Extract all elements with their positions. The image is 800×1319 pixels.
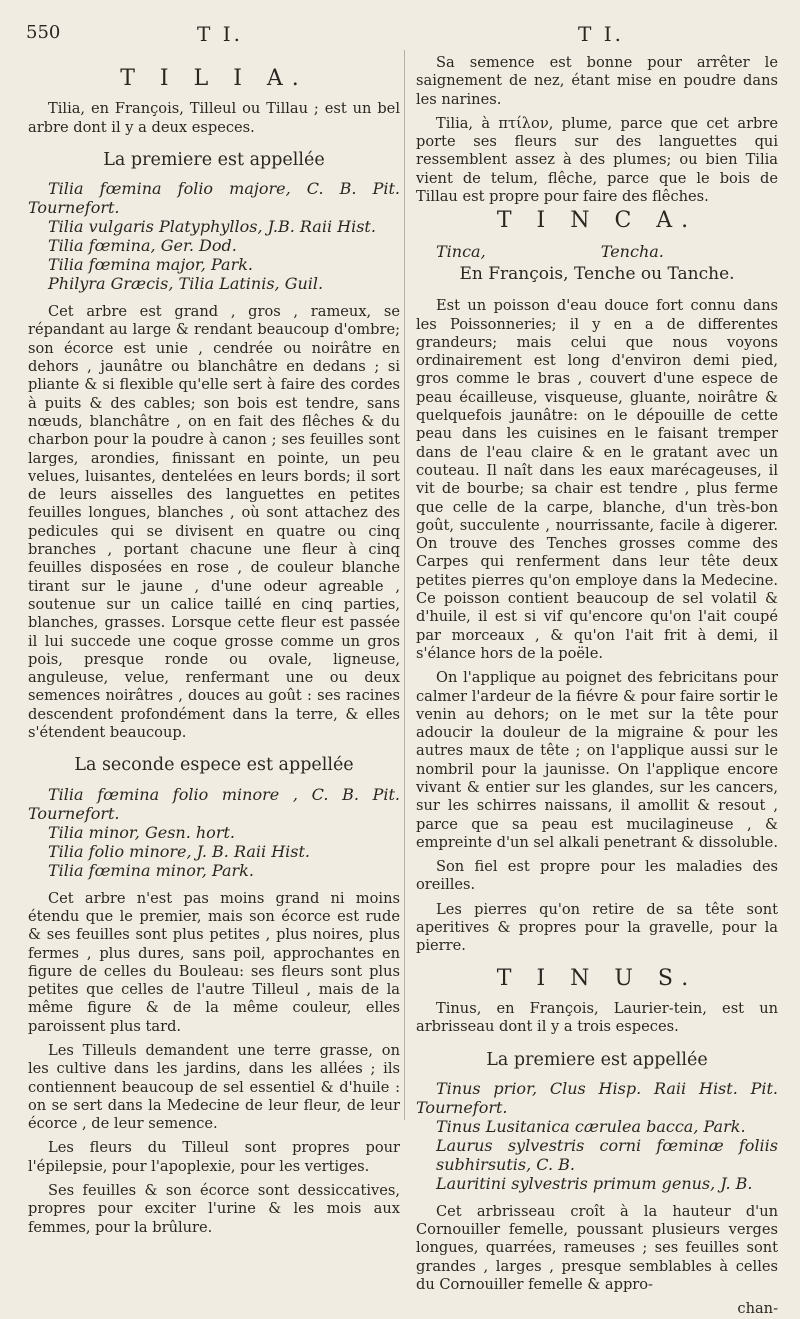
tinca-alt-name: Tencha.	[600, 241, 664, 261]
first-species-heading: La premiere est appellée	[103, 149, 325, 170]
synonym-line: Tilia fœmina minor, Park.	[48, 860, 254, 880]
tilia-etymology: Tilia, à πτίλον, plume, parce que cet arbre porte ses fleurs sur des languettes qui ressemblent assez à des plumes; ou bien Tilia vient de telum, flêche, parce que le bois de Tillau est propre pour faire des flêches.	[416, 114, 778, 206]
entry-heading-tilia: T I L I A.	[120, 66, 308, 91]
tinca-french-names: En François, Tenche ou Tanche.	[459, 263, 735, 284]
synonym-line: Tilia fœmina folio majore, C. B. Pit. Tournefort.	[28, 179, 400, 218]
tinca-latin-name: Tinca,	[436, 241, 486, 261]
synonym-line: Philyra Græcis, Tilia Latinis, Guil.	[48, 274, 324, 294]
page-number: 550	[26, 22, 61, 43]
left-column	[28, 66, 400, 1243]
synonym-line: Laurus sylvestris corni fœminæ foliis subhirsutis, C. B.	[436, 1135, 778, 1174]
tinca-stones-use: Les pierres qu'on retire de sa tête sont aperitives & propres pour la gravelle, pour la pierre.	[416, 900, 778, 955]
synonym-line: Tilia minor, Gesn. hort.	[48, 822, 235, 842]
entry-heading-tinca: T I N C A.	[496, 208, 698, 234]
tinus-first-species-heading: La premiere est appellée	[486, 1049, 708, 1070]
tilleuls-culture: Les Tilleuls demandent une terre grasse, on les cultive dans les jardins, dans les allées ; ils contiennent beaucoup de sel essentiel & d'huile : on se sert dans la Medecine de leur fleur, de leur écorce , de leur semence.	[28, 1041, 400, 1133]
synonym-line: Tilia fœmina folio minore , C. B. Pit. Tournefort.	[28, 784, 400, 823]
synonym-line: Tilia fœmina, Ger. Dod.	[48, 236, 237, 256]
tinca-names	[416, 243, 778, 261]
tilleul-flowers-use: Les fleurs du Tilleul sont propres pour l'épilepsie, pour l'apoplexie, pour les vertiges.	[28, 1139, 400, 1175]
catchword: chan-	[737, 1300, 778, 1318]
tilia-intro: Tilia, en François, Tilleul ou Tillau ; est un bel arbre dont il y a deux especes.	[28, 100, 400, 136]
second-species-heading: La seconde espece est appellée	[74, 755, 354, 776]
entry-heading-tinus: T I N U S.	[496, 965, 698, 991]
right-column	[416, 54, 778, 1319]
tinca-description: Est un poisson d'eau douce fort connu dans les Poissonneries; il y en a de differentes grandeurs; mais celui que nous voyons ordinairement est long d'environ demi pied, gros comme le bras , couvert d'une espece de peau écailleuse, visqueuse, gluante, noirâtre & quelquefois jaunâtre: on le dépouille de cette peau dans les cuisines en le faisant tremper dans de l'eau claire & en le gratant avec un couteau. Il naît dans les eaux marécageuses, il vit de bourbe; sa chair est tendre , plus ferme que celle de la carpe, blanche, d'un très-bon goût, succulente , nourrissante, facile à digerer. On trouve des Tenches grosses comme des Carpes qui renferment dans leur tête deux petites pierres qu'on employe dans la Medecine. Ce poisson contient beaucoup de sel volatil & d'huile, il est si vif qu'encore qu'on l'ait coupé par morceaux , & qu'on l'ait frit à demi, il s'élance hors de la poële.	[416, 297, 778, 662]
synonym-line: Tinus Lusitanica cærulea bacca, Park.	[436, 1116, 746, 1136]
first-species-description: Cet arbre est grand , gros , rameux, se répandant au large & rendant beaucoup d'ombre; son écorce est unie , cendrée ou noirâtre en dehors , jaunâtre ou blanchâtre en dedans ; si pliante & si flexible qu'elle sert à faire des cordes à puits & des cables; son bois est tendre, sans nœuds, blanchâtre , on en fait des flêches & du charbon pour la poudre à canon ; ses feuilles sont larges, arondies, finissant en pointe, un peu velues, luisantes, dentelées en leurs bords; il sort de leurs aisselles des languettes en petites feuilles longues, blanches , où sont attachez des pedicules qui se divisent en quatre ou cinq branches , portant chacune une fleur à cinq feuilles disposées en rose , de couleur blanche tirant sur le jaune , d'une odeur agreable , soutenue sur un calice taillé en cinq parties, blanches, grasses. Lorsque cette fleur est passée il lui succede une coque grosse comme un gros pois, presque ronde ou ovale, ligneuse, anguleuse, velue, renfermant une ou deux semences noirâtres , douces au goût : ses racines descendent profondément dans la terre, & elles s'étendent beaucoup.	[28, 303, 400, 742]
tilleul-leaves-use: Ses feuilles & son écorce sont dessiccatives, propres pour exciter l'urine & les mois aux femmes, pour la brûlure.	[28, 1182, 400, 1236]
tinus-intro: Tinus, en François, Laurier-tein, est un arbrisseau dont il y a trois especes.	[416, 999, 778, 1036]
synonym-line: Tilia fœmina major, Park.	[48, 255, 253, 275]
tilia-seed-use: Sa semence est bonne pour arrêter le saignement de nez, étant mise en poudre dans les narines.	[416, 54, 778, 108]
tinca-medical-use: On l'applique au poignet des febricitans pour calmer l'ardeur de la fiévre & pour faire sortir le venin au dehors; on le met sur la tête pour adoucir la douleur de la migraine & pour les autres maux de tête ; on l'applique aussi sur le nombril pour la jaunisse. On l'applique encore vivant & entier sur les glandes, sur les cancers, sur les schirres naissans, il amollit & resout , parce que sa peau est mucilagineuse , & empreinte d'un sel alkali penetrant & dissoluble.	[416, 669, 778, 851]
synonym-line: Tilia vulgaris Platyphyllos, J.B. Raii Hist.	[48, 217, 376, 237]
synonym-line: Lauritini sylvestris primum genus, J. B.	[436, 1173, 753, 1193]
synonym-line: Tinus prior, Clus Hisp. Raii Hist. Pit. Tournefort.	[416, 1078, 778, 1117]
tinus-description: Cet arbrisseau croît à la hauteur d'un Cornouiller femelle, poussant plusieurs verges longues, quarrées, rameuses ; ses feuilles sont grandes , larges , presque semblables à celles du Cornouiller femelle & appro-	[416, 1202, 778, 1294]
tinca-gall-use: Son fiel est propre pour les maladies des oreilles.	[416, 858, 778, 894]
running-head-right: T I.	[578, 22, 624, 46]
synonym-line: Tilia folio minore, J. B. Raii Hist.	[48, 841, 311, 861]
column-divider	[404, 50, 405, 1120]
running-head-left: T I.	[197, 22, 243, 46]
second-species-description: Cet arbre n'est pas moins grand ni moins étendu que le premier, mais son écorce est rude & ses feuilles sont plus petites , plus noires, plus fermes , plus dures, sans poil, approchantes en figure de celles du Bouleau: ses fleurs sont plus petites que celles de l'autre Tilleul , mais de la même figure & de la même couleur, elles paroissent plus tard.	[28, 889, 400, 1035]
